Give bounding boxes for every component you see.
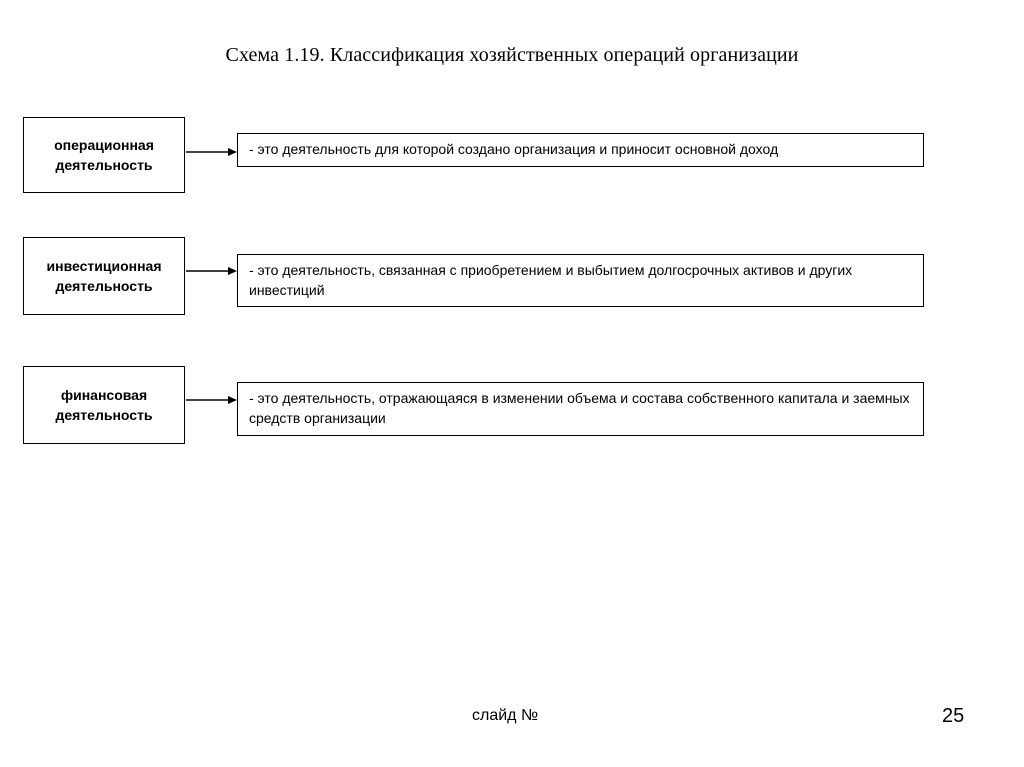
- description-box-investing: - это деятельность, связанная с приобретением и выбытием долгосрочных активов и других инвестиций: [237, 254, 924, 307]
- arrow-connector: [186, 147, 237, 157]
- category-box-investing: инвестиционная деятельность: [23, 237, 185, 315]
- description-box-financing: - это деятельность, отражающаяся в изменении объема и состава собственного капитала и заемных средств организации: [237, 382, 924, 436]
- category-box-financing: финансовая деятельность: [23, 366, 185, 444]
- description-box-operational: - это деятельность для которой создано организация и приносит основной доход: [237, 133, 924, 167]
- slide-number: 25: [942, 705, 965, 727]
- slide-number-label: слайд №: [472, 707, 539, 724]
- category-box-operational: операционная деятельность: [23, 117, 185, 193]
- diagram-title: Схема 1.19. Классификация хозяйственных операций организации: [225, 44, 799, 66]
- arrow-connector: [186, 395, 237, 405]
- arrow-connector: [186, 266, 237, 276]
